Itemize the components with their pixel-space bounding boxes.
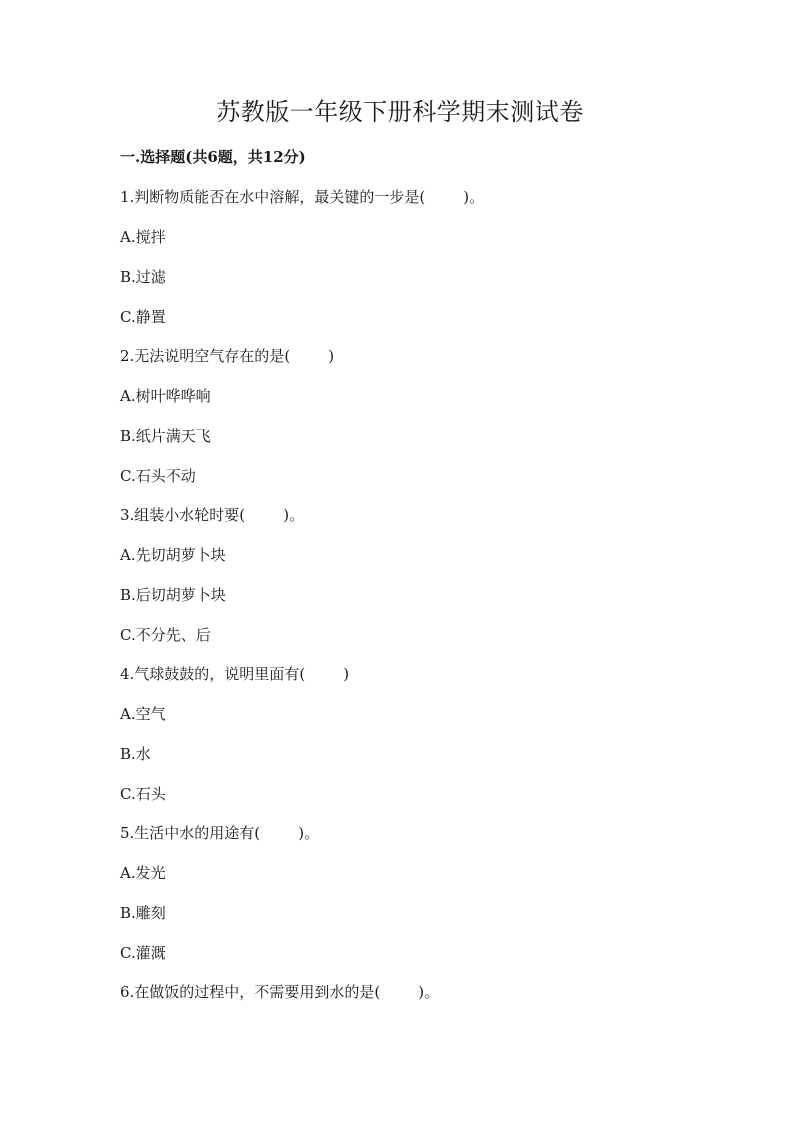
- question-3-stem: 3.组装小水轮时要( )。: [120, 506, 305, 524]
- question-1-option-a: A.搅拌: [120, 228, 166, 246]
- question-2-option-a: A.树叶哗哗响: [120, 387, 211, 405]
- question-5-stem: 5.生活中水的用途有( )。: [120, 824, 320, 842]
- question-2-option-b: B.纸片满天飞: [120, 427, 211, 445]
- question-4-option-c: C.石头: [120, 785, 166, 803]
- question-3-option-a: A.先切胡萝卜块: [120, 546, 226, 564]
- question-4-option-a: A.空气: [120, 705, 166, 723]
- question-3-option-c: C.不分先、后: [120, 626, 211, 644]
- question-3-option-b: B.后切胡萝卜块: [120, 586, 226, 604]
- page-title: 苏教版一年级下册科学期末测试卷: [216, 98, 584, 126]
- question-2-stem: 2.无法说明空气存在的是( ): [120, 347, 335, 365]
- question-4-stem: 4.气球鼓鼓的，说明里面有( ): [120, 665, 350, 683]
- question-5-option-a: A.发光: [120, 864, 166, 882]
- question-5-option-b: B.雕刻: [120, 904, 166, 922]
- question-5-option-c: C.灌溉: [120, 944, 166, 962]
- question-1-option-c: C.静置: [120, 308, 166, 326]
- question-2-option-c: C.石头不动: [120, 467, 196, 485]
- question-1-stem: 1.判断物质能否在水中溶解，最关键的一步是( )。: [120, 188, 485, 206]
- question-6-stem: 6.在做饭的过程中，不需要用到水的是( )。: [120, 983, 440, 1001]
- question-1-option-b: B.过滤: [120, 268, 166, 286]
- section-heading: 一.选择题(共6题，共12分): [120, 148, 306, 166]
- question-4-option-b: B.水: [120, 745, 151, 763]
